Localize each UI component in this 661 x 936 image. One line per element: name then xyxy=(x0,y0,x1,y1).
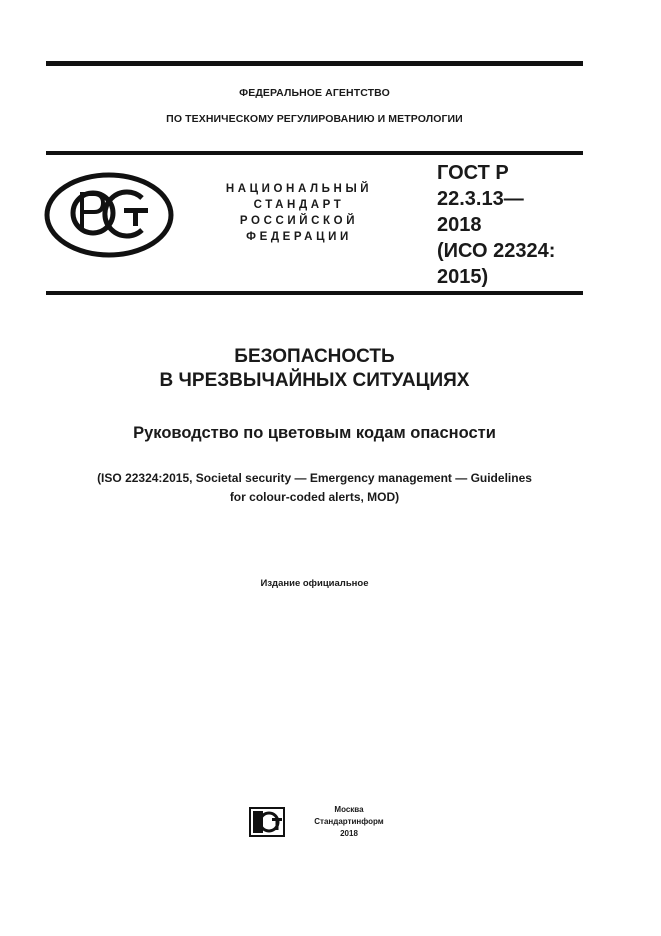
standartinform-logo-icon xyxy=(249,807,285,837)
top-rule xyxy=(46,61,583,66)
publisher-city: Москва xyxy=(334,805,364,814)
title-line: БЕЗОПАСНОСТЬ xyxy=(234,346,395,367)
publisher-info xyxy=(304,804,394,840)
gost-line: 22.3.13— xyxy=(437,188,524,210)
edition-note: Издание официальное xyxy=(260,578,369,589)
title-line: В ЧРЕЗВЫЧАЙНЫХ СИТУАЦИЯХ xyxy=(159,370,470,391)
document-subtitle: Руководство по цветовым кодам опасности xyxy=(133,424,496,442)
gost-line: 2015) xyxy=(437,266,489,288)
agency-name-line2: ПО ТЕХНИЧЕСКОМУ РЕГУЛИРОВАНИЮ И МЕТРОЛОГИИ xyxy=(166,113,463,125)
gost-designation xyxy=(437,160,577,290)
middle-rule xyxy=(46,151,583,155)
rst-gost-emblem-icon xyxy=(44,172,174,258)
national-line: ФЕДЕРАЦИИ xyxy=(246,231,352,243)
iso-reference-line1: (ISO 22324:2015, Societal security — Emergency management — Guidelines xyxy=(97,471,532,485)
gost-line: ГОСТ Р xyxy=(437,162,509,184)
gost-line: (ИСО 22324: xyxy=(437,240,556,262)
gost-line: 2018 xyxy=(437,214,482,236)
national-line: НАЦИОНАЛЬНЫЙ xyxy=(225,183,373,195)
bottom-rule xyxy=(46,291,583,295)
publisher-name: Стандартинформ xyxy=(314,817,384,826)
national-line: РОССИЙСКОЙ xyxy=(239,215,359,227)
national-line: СТАНДАРТ xyxy=(253,199,345,211)
iso-reference-line2: for colour-coded alerts, MOD) xyxy=(229,490,400,504)
publisher-year: 2018 xyxy=(340,829,358,838)
agency-name-line1: ФЕДЕРАЛЬНОЕ АГЕНТСТВО xyxy=(239,87,390,99)
document-title xyxy=(46,345,583,393)
national-standard-caption xyxy=(206,181,392,245)
